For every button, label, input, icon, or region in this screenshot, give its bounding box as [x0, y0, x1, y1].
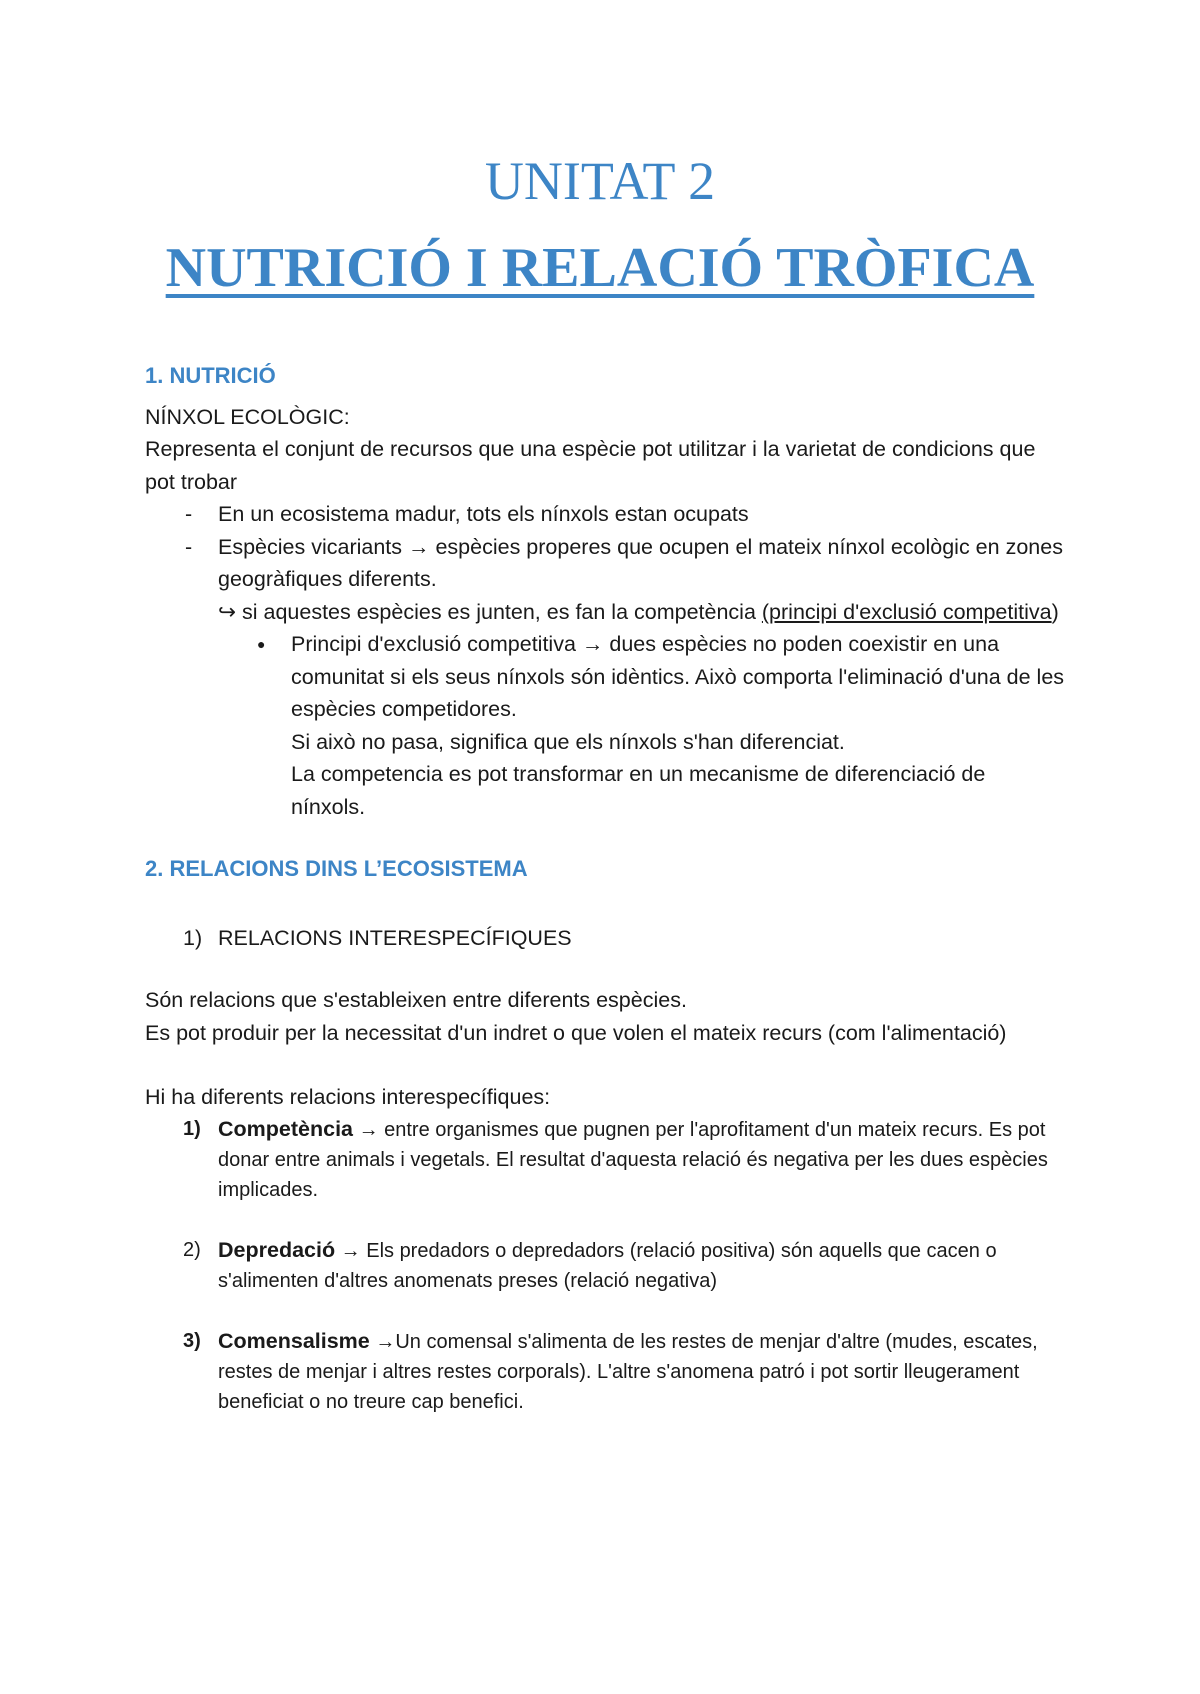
ninxol-label: NÍNXOL ECOLÒGIC: — [145, 404, 350, 429]
ninxol-definition: Representa el conjunt de recursos que una espècie pot utilitzar i la varietat de condicions que pot trobar — [145, 437, 1036, 494]
subsection-number: 1) — [183, 925, 203, 950]
sub-note-text: ↪ si aquestes espècies es junten, es fan la competència — [218, 599, 762, 624]
item-text: → entre organismes que pugnen per l'aprofitament d'un mateix recurs. Es pot donar entre animals i vegetals. El resultat d'aquesta relació és negativa per les dues espècies implicades. — [218, 1118, 1048, 1201]
bullet-text-3: La competencia es pot transformar en un mecanisme de diferenciació de nínxols. — [291, 762, 986, 819]
item-text: → Els predadors o depredadors (relació positiva) són aquells que cacen o s'alimenten d'altres anomenats preses (relació negativa) — [218, 1239, 997, 1292]
paragraph: Es pot produir per la necessitat d'un indret o que volen el mateix recurs (com l'alimentació) — [145, 1020, 1007, 1045]
subsection-title: RELACIONS INTERESPECÍFIQUES — [218, 925, 572, 950]
bullet-marker: ● — [257, 636, 266, 652]
dash-list — [145, 498, 1065, 628]
list-item — [145, 1326, 1065, 1417]
document-body — [145, 360, 1065, 1417]
list-item — [145, 498, 1065, 531]
section-heading-relacions: 2. RELACIONS DINS L’ECOSISTEMA — [145, 856, 528, 881]
relations-intro: Hi ha diferents relacions interespecífiques: — [145, 1085, 551, 1109]
bullet-list — [145, 628, 1065, 823]
list-item — [145, 1114, 1065, 1205]
list-item — [145, 1235, 1065, 1296]
item-number: 3) — [183, 1329, 201, 1352]
page-title: NUTRICIÓ I RELACIÓ TRÒFICA — [165, 237, 1035, 299]
unit-title: UNITAT 2 — [484, 151, 716, 211]
subsection-heading — [145, 922, 1065, 955]
paragraph: Són relacions que s'estableixen entre diferents espècies. — [145, 988, 687, 1012]
list-item — [145, 628, 1065, 823]
bullet-text-2: Si això no pasa, significa que els nínxols s'han diferenciat. — [291, 729, 845, 754]
item-number: 2) — [183, 1238, 201, 1261]
dash-marker: - — [185, 534, 193, 559]
item-term: Comensalisme — [218, 1328, 370, 1353]
list-item — [145, 531, 1065, 629]
item-term: Competència — [218, 1116, 354, 1141]
item-number: 1) — [183, 1117, 201, 1140]
item-text: →Un comensal s'alimenta de les restes de menjar d'altre (mudes, escates, restes de menjar i altres restes corporals). L'altre s'anomena patró i pot sortir lleugerament beneficiat o no treure cap benefici. — [218, 1330, 1038, 1413]
dash-marker: - — [185, 502, 193, 526]
section-heading-nutricio: 1. NUTRICIÓ — [145, 363, 276, 388]
bullet-text-1: Principi d'exclusió competitiva → dues espècies no poden coexistir en una comunitat si els seus nínxols són idèntics. Això comporta l'eliminació d'una de les espècies competidores. — [291, 632, 1065, 721]
list-item-text: En un ecosistema madur, tots els nínxols estan ocupats — [218, 502, 749, 526]
exclusion-principle-link[interactable]: (principi d'exclusió competitiva — [761, 599, 1052, 624]
item-term: Depredació — [218, 1237, 336, 1262]
sub-note-suffix: ) — [1051, 599, 1059, 624]
list-item-text: Espècies vicariants → espècies properes que ocupen el mateix nínxol ecològic en zones geogràfiques diferents. — [218, 534, 1063, 591]
